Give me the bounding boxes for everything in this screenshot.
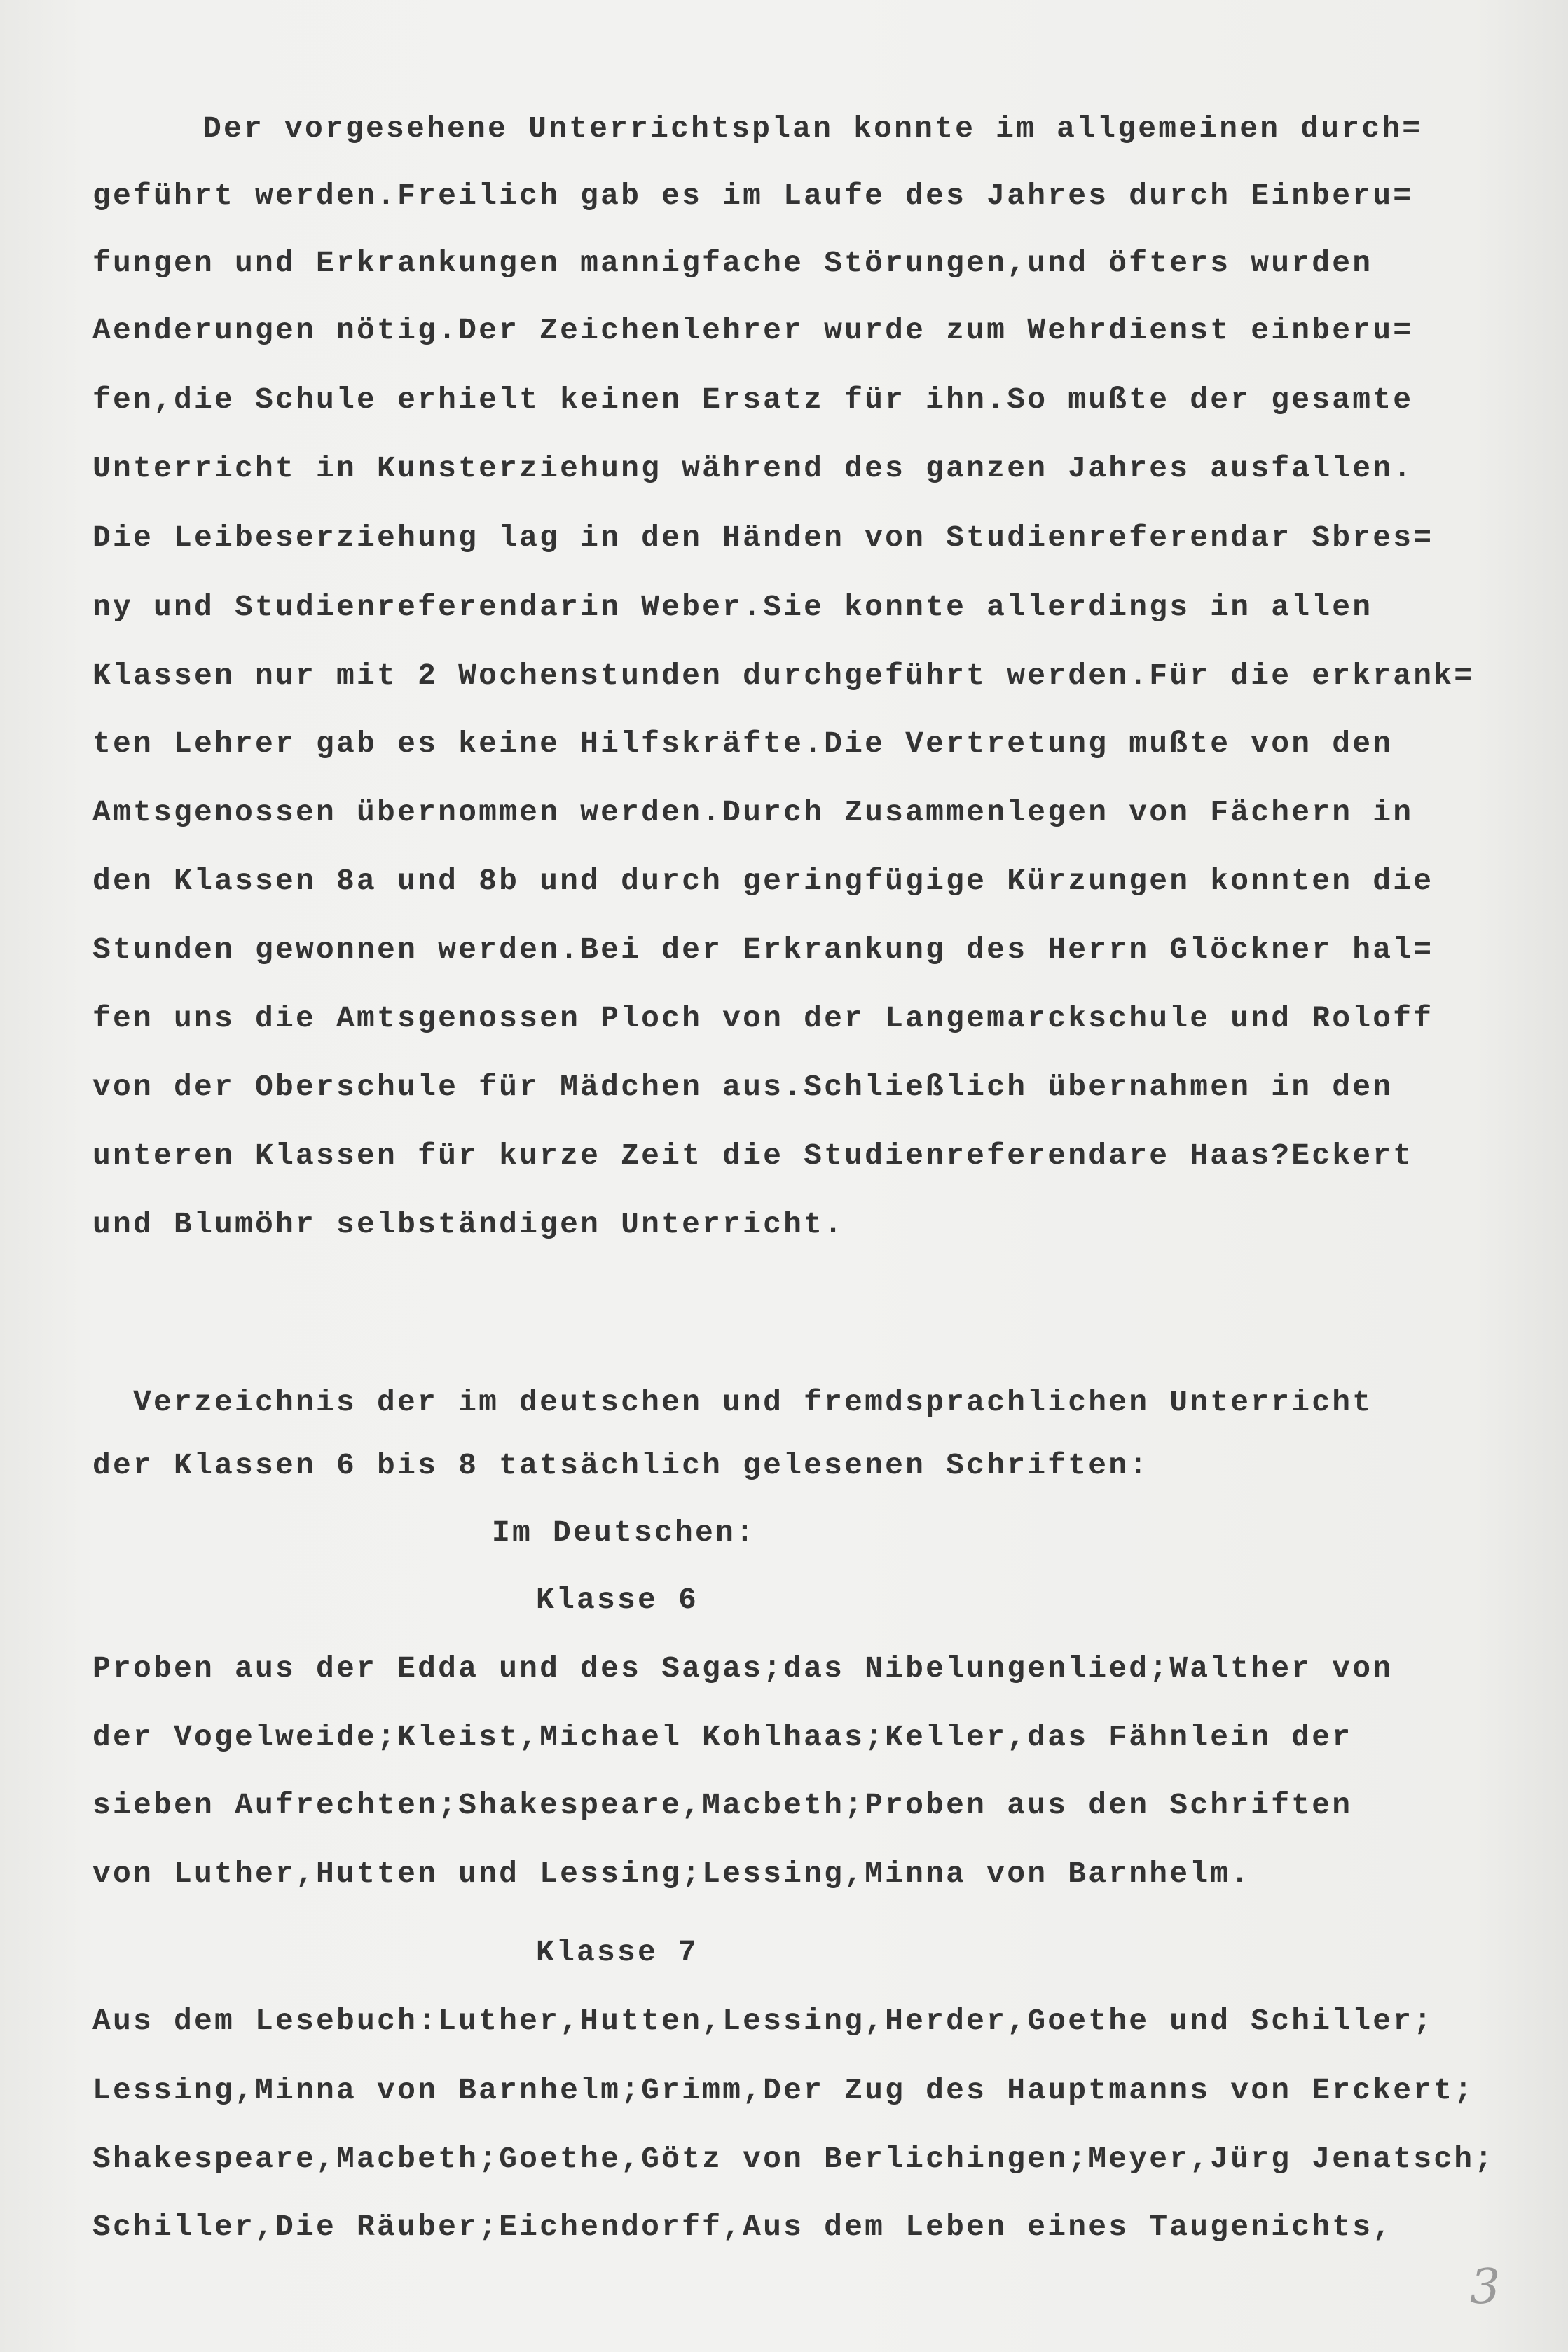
text-line: Aenderungen nötig.Der Zeichenlehrer wurde zum Wehrdienst einberu= bbox=[92, 313, 1414, 348]
text-line: und Blumöhr selbständigen Unterricht. bbox=[92, 1207, 845, 1242]
text-line: geführt werden.Freilich gab es im Laufe des Jahres durch Einberu= bbox=[92, 179, 1414, 213]
text-line: Der vorgesehene Unterrichtsplan konnte im allgemeinen durch= bbox=[203, 111, 1423, 146]
text-line: Schiller,Die Räuber;Eichendorff,Aus dem Leben eines Taugenichts, bbox=[92, 2210, 1394, 2244]
text-line: fungen und Erkrankungen mannigfache Störungen,und öfters wurden bbox=[92, 246, 1373, 280]
text-line: der Vogelweide;Kleist,Michael Kohlhaas;Keller,das Fähnlein der bbox=[92, 1720, 1353, 1754]
heading-line: Verzeichnis der im deutschen und fremdsprachlichen Unterricht bbox=[133, 1385, 1373, 1419]
klasse-7-title: Klasse 7 bbox=[536, 1935, 699, 1969]
text-line: Die Leibeserziehung lag in den Händen von Studienreferendar Sbres= bbox=[92, 521, 1434, 555]
text-line: Klassen nur mit 2 Wochenstunden durchgeführt werden.Für die erkrank= bbox=[92, 659, 1475, 693]
text-line: von der Oberschule für Mädchen aus.Schließlich übernahmen in den bbox=[92, 1070, 1394, 1104]
text-line: Aus dem Lesebuch:Luther,Hutten,Lessing,Herder,Goethe und Schiller; bbox=[92, 2004, 1434, 2038]
text-line: Amtsgenossen übernommen werden.Durch Zusammenlegen von Fächern in bbox=[92, 795, 1414, 830]
text-line: Shakespeare,Macbeth;Goethe,Götz von Berlichingen;Meyer,Jürg Jenatsch; bbox=[92, 2142, 1495, 2176]
text-line: Proben aus der Edda und des Sagas;das Nibelungenlied;Walther von bbox=[92, 1651, 1394, 1686]
text-line: Unterricht in Kunsterziehung während des ganzen Jahres ausfallen. bbox=[92, 451, 1414, 486]
text-line: ten Lehrer gab es keine Hilfskräfte.Die Vertretung mußte von den bbox=[92, 727, 1394, 761]
text-line: ny und Studienreferendarin Weber.Sie konnte allerdings in allen bbox=[92, 590, 1373, 624]
text-line: unteren Klassen für kurze Zeit die Studienreferendare Haas?Eckert bbox=[92, 1139, 1414, 1173]
text-line: fen uns die Amtsgenossen Ploch von der Langemarckschule und Roloff bbox=[92, 1001, 1434, 1036]
text-line: sieben Aufrechten;Shakespeare,Macbeth;Proben aus den Schriften bbox=[92, 1788, 1353, 1822]
heading-line: der Klassen 6 bis 8 tatsächlich gelesenen Schriften: bbox=[92, 1448, 1150, 1483]
page-number: 3 bbox=[1470, 2260, 1501, 2315]
text-line: Stunden gewonnen werden.Bei der Erkrankung des Herrn Glöckner hal= bbox=[92, 933, 1434, 967]
klasse-6-title: Klasse 6 bbox=[536, 1583, 699, 1617]
text-line: Lessing,Minna von Barnhelm;Grimm,Der Zug des Hauptmanns von Erckert; bbox=[92, 2073, 1475, 2107]
text-line: von Luther,Hutten und Lessing;Lessing,Minna von Barnhelm. bbox=[92, 1857, 1251, 1891]
subject-title: Im Deutschen: bbox=[492, 1515, 757, 1550]
text-line: fen,die Schule erhielt keinen Ersatz für ihn.So mußte der gesamte bbox=[92, 383, 1414, 417]
text-line: den Klassen 8a und 8b und durch geringfügige Kürzungen konnten die bbox=[92, 864, 1434, 898]
